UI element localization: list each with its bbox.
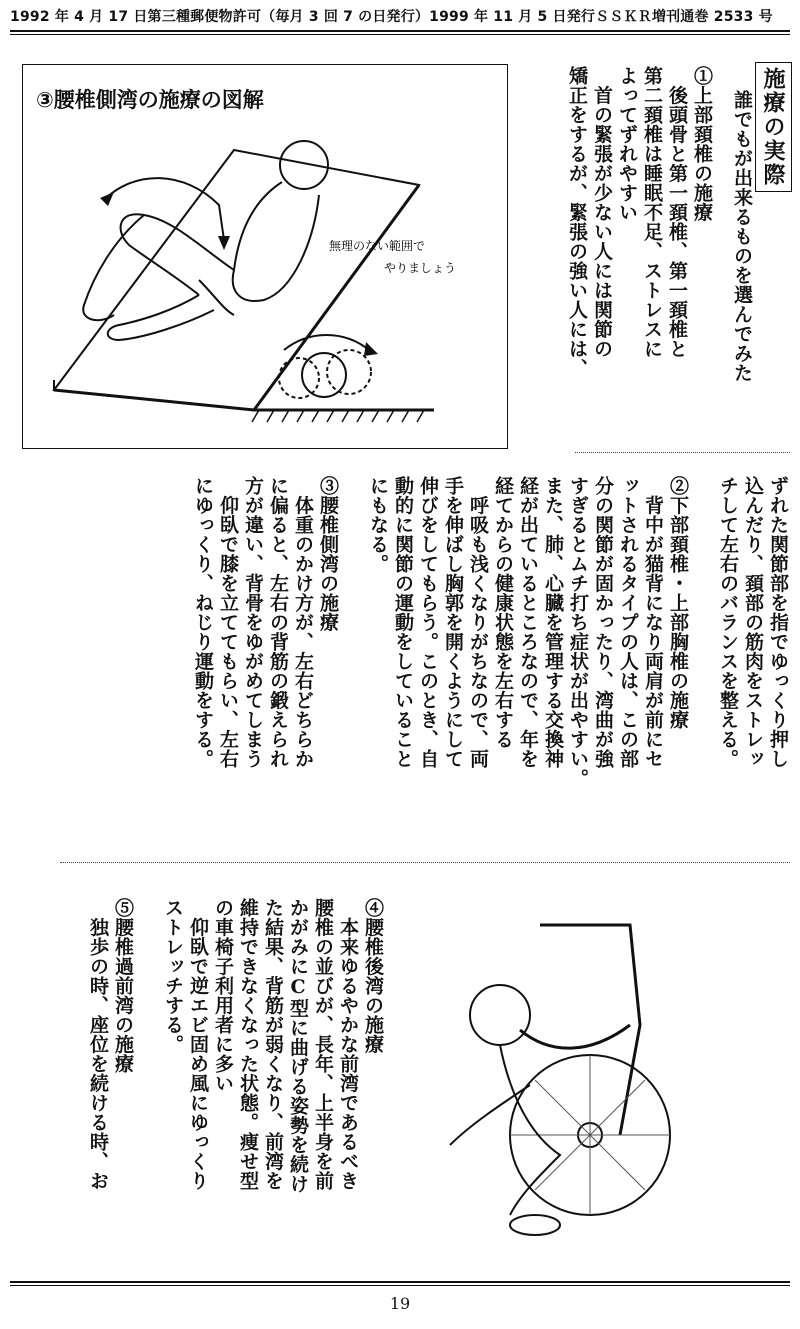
text-column: 経が出ているところなので、年を bbox=[517, 476, 539, 769]
text-column: また、肺、心臓を管理する交換神 bbox=[542, 476, 564, 769]
text-column: ずれた関節部を指でゆっくり押し bbox=[767, 476, 789, 769]
top-text-block bbox=[564, 66, 714, 456]
text-column: 手を伸ばし胸郭を開くようにして bbox=[442, 476, 464, 769]
wheelchair-illustration bbox=[440, 905, 690, 1245]
text-column bbox=[690, 476, 715, 866]
text-column: ③腰椎側湾の施療 bbox=[317, 476, 339, 632]
footer-rule bbox=[10, 1281, 790, 1283]
illustration-title: ③腰椎側湾の施療の図解 bbox=[36, 88, 264, 112]
text-column: た結果、背筋が弱くなり、前湾を bbox=[262, 898, 284, 1191]
text-column: 腰椎の並びが、長年、上半身を前 bbox=[312, 898, 334, 1191]
illustration-note-1: 無理のない範囲で bbox=[329, 239, 426, 253]
person-head bbox=[470, 985, 530, 1045]
section-title: 施療の実際 bbox=[755, 62, 792, 192]
header-rule-thin bbox=[10, 34, 790, 35]
text-column: 方が違い、背骨をゆがめてしまう bbox=[242, 476, 264, 769]
text-column: 伸びをしてもらう。このとき、自 bbox=[417, 476, 439, 769]
illustration-note-2: やりましょう bbox=[384, 261, 457, 275]
section-subtitle: 誰でもが出来るものを選んでみた bbox=[731, 90, 753, 383]
page-number: 19 bbox=[389, 1294, 411, 1313]
text-column: にもなる。 bbox=[367, 476, 389, 574]
text-column: 体重のかけ方が、左右どちらか bbox=[292, 476, 314, 769]
text-column: に偏ると、左右の背筋の鍛えられ bbox=[267, 476, 289, 769]
page-header: 1992 年 4 月 17 日第三種郵便物許可（毎月 3 回 7 の日発行）1999 年 11 月 5 日発行ＳＳＫＲ増刊通巻 2533 号 bbox=[10, 9, 773, 25]
text-column: 独歩の時、座位を続ける時、お bbox=[87, 898, 109, 1191]
text-column bbox=[340, 476, 365, 866]
text-column bbox=[135, 898, 160, 1278]
text-column: ⑤腰椎過前湾の施療 bbox=[112, 898, 134, 1074]
text-column: 仰臥で逆エビ固め風にゆっくり bbox=[187, 898, 209, 1191]
person-head bbox=[280, 141, 328, 189]
text-column: 後頭骨と第一頚椎、第一頚椎と bbox=[666, 66, 688, 359]
text-column: ットされるタイプの人は、この部 bbox=[617, 476, 639, 769]
text-column: 仰臥で膝を立ててもらい、左右 bbox=[217, 476, 239, 769]
text-column: 込んだり、頚部の筋肉をストレッ bbox=[742, 476, 764, 769]
text-column: 首の緊張が少ない人には関節の bbox=[591, 66, 613, 359]
text-column: すぎるとムチ打ち症状が出やすい。 bbox=[567, 476, 589, 788]
text-column: 分の関節が固かったり、湾曲が強 bbox=[592, 476, 614, 769]
text-column: 矯正をするが、緊張の強い人には、 bbox=[566, 66, 588, 378]
bottom-text-block bbox=[85, 898, 385, 1278]
text-column: 動的に関節の運動をしていること bbox=[392, 476, 414, 769]
header-rule bbox=[10, 30, 790, 32]
middle-divider bbox=[60, 862, 790, 863]
text-column: 呼吸も浅くなりがちなので、両 bbox=[467, 476, 489, 769]
text-column: 本来ゆるやかな前湾であるべき bbox=[337, 898, 359, 1191]
spine-treatment-illustration bbox=[24, 110, 504, 445]
middle-text-block bbox=[190, 476, 790, 866]
text-column: よってずれやすい bbox=[616, 66, 638, 222]
text-column: ①上部頚椎の施療 bbox=[691, 66, 713, 222]
text-column: 第二頚椎は睡眠不足、ストレスに bbox=[641, 66, 663, 359]
text-column: 背中が猫背になり両肩が前にセ bbox=[642, 476, 664, 769]
text-column: ②下部頚椎・上部胸椎の施療 bbox=[667, 476, 689, 730]
text-column: ④腰椎後湾の施療 bbox=[362, 898, 384, 1054]
text-column: ストレッチする。 bbox=[162, 898, 184, 1054]
footer-rule-thin bbox=[10, 1285, 790, 1286]
top-divider bbox=[575, 452, 790, 453]
text-column: 経てからの健康状態を左右する bbox=[492, 476, 514, 749]
text-column: にゆっくり、ねじり運動をする。 bbox=[192, 476, 214, 769]
text-column: 維持できなくなった状態。痩せ型 bbox=[237, 898, 259, 1191]
text-column: かがみにC型に曲げる姿勢を続け bbox=[287, 898, 309, 1194]
text-column: の車椅子利用者に多い bbox=[212, 898, 234, 1093]
text-column: チして左右のバランスを整える。 bbox=[717, 476, 739, 769]
bed-shape bbox=[54, 150, 419, 410]
